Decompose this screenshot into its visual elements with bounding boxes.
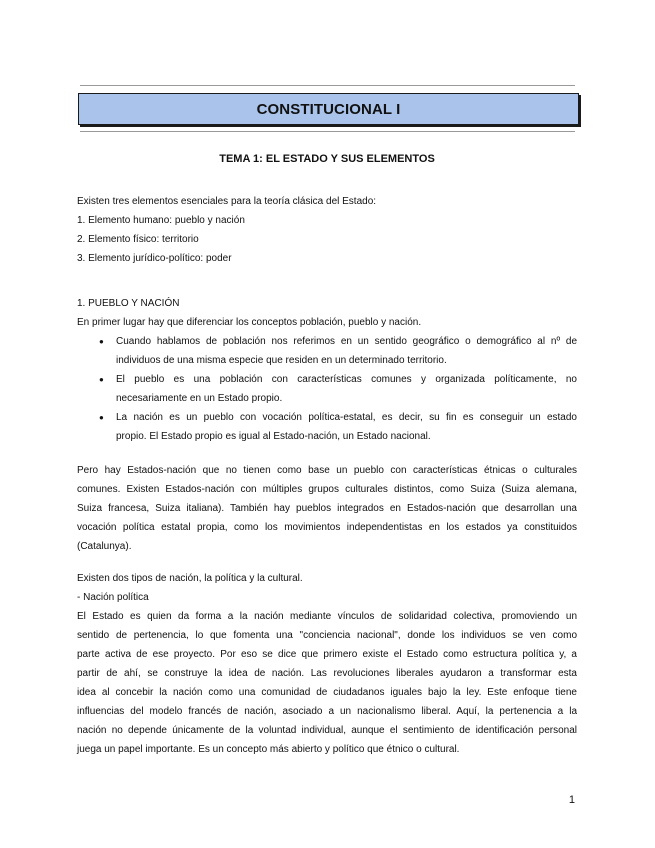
bullet-line: propio. El Estado propio es igual al Estado-nación, un Estado nacional. xyxy=(116,431,431,442)
intro-block xyxy=(77,192,577,268)
intro-line: 1. Elemento humano: pueblo y nación xyxy=(77,215,245,226)
paragraph-line: influencias del modelo francés de nación, asociado a un nacionalismo liberal. Aquí, la pertenencia a la xyxy=(77,706,577,717)
paragraph-line: Pero hay Estados-nación que no tienen como base un pueblo con características étnicas o culturales xyxy=(77,465,577,476)
page-number: 1 xyxy=(568,794,575,806)
section-heading: 1. PUEBLO Y NACIÓN xyxy=(77,298,180,309)
intro-line: 2. Elemento físico: territorio xyxy=(77,234,199,245)
section-lead: En primer lugar hay que diferenciar los conceptos población, pueblo y nación. xyxy=(77,317,422,328)
bullet-line: Cuando hablamos de población nos referimos en un sentido geográfico o demográfico al nº de xyxy=(116,336,577,347)
intro-line: Existen tres elementos esenciales para la teoría clásica del Estado: xyxy=(77,196,377,207)
paragraph-line: nación no depende únicamente de la voluntad individual, aunque el sentimiento de identificación personal xyxy=(77,725,577,736)
bullet-icon: ● xyxy=(99,337,104,346)
bottom-rule xyxy=(80,131,575,132)
paragraph-line: partir de ahí, se construye la idea de nación. Las revoluciones liberales ayudaron a transformar esta xyxy=(77,668,577,679)
paragraph-tipos xyxy=(77,569,577,759)
bullet-line: El pueblo es una población con características comunes y organizada políticamente, no xyxy=(116,374,577,385)
paragraph-line: idea al concebir la nación como una comunidad de ciudadanos iguales bajo la ley. Este enfoque tiene xyxy=(77,687,577,698)
list-item xyxy=(77,370,577,408)
paragraph-line: (Catalunya). xyxy=(77,541,132,552)
paragraph-estados xyxy=(77,461,577,556)
bullet-icon: ● xyxy=(99,413,104,422)
section-heading-block xyxy=(77,294,577,332)
paragraph-line: Suiza francesa, Suiza italiana). También hay pueblos integrados en Estados-nación que desarrollan una xyxy=(77,503,577,514)
bullet-line: individuos de una misma especie que residen en un determinado territorio. xyxy=(116,355,447,366)
bullet-line: necesariamente en un Estado propio. xyxy=(116,393,283,404)
paragraph-line: El Estado es quien da forma a la nación mediante vínculos de solidaridad colectiva, promoviendo un xyxy=(77,611,577,622)
list-item xyxy=(77,332,577,370)
bullet-line: La nación es un pueblo con vocación política-estatal, es decir, su fin es conseguir un estado xyxy=(116,412,577,423)
intro-line: 3. Elemento jurídico-político: poder xyxy=(77,253,232,264)
title-box xyxy=(78,93,579,125)
paragraph-line: juega un papel importante. Es un concepto más abierto y político que étnico o cultural. xyxy=(77,744,460,755)
list-item xyxy=(77,408,577,446)
paragraph-line: vocación política estatal propia, como los movimientos independentistas en los estados ya constituidos xyxy=(77,522,577,533)
paragraph-line: sentido de pertenencia, lo que fomenta una "conciencia nacional", donde los individuos se ven como xyxy=(77,630,577,641)
topic-title: TEMA 1: EL ESTADO Y SUS ELEMENTOS xyxy=(219,153,435,165)
paragraph-line: parte activa de ese proyecto. Por eso se dice que primero existe el Estado como estructura política y, a xyxy=(77,649,577,660)
paragraph-line: comunes. Existen Estados-nación con múltiples grupos culturales distintos, como Suiza (Suiza alemana, xyxy=(77,484,577,495)
document-title: CONSTITUCIONAL I xyxy=(256,100,401,118)
subheading: - Nación política xyxy=(77,592,149,603)
bullet-list xyxy=(77,332,577,446)
top-rule xyxy=(80,85,575,86)
paragraph-intro: Existen dos tipos de nación, la política y la cultural. xyxy=(77,573,303,584)
bullet-icon: ● xyxy=(99,375,104,384)
